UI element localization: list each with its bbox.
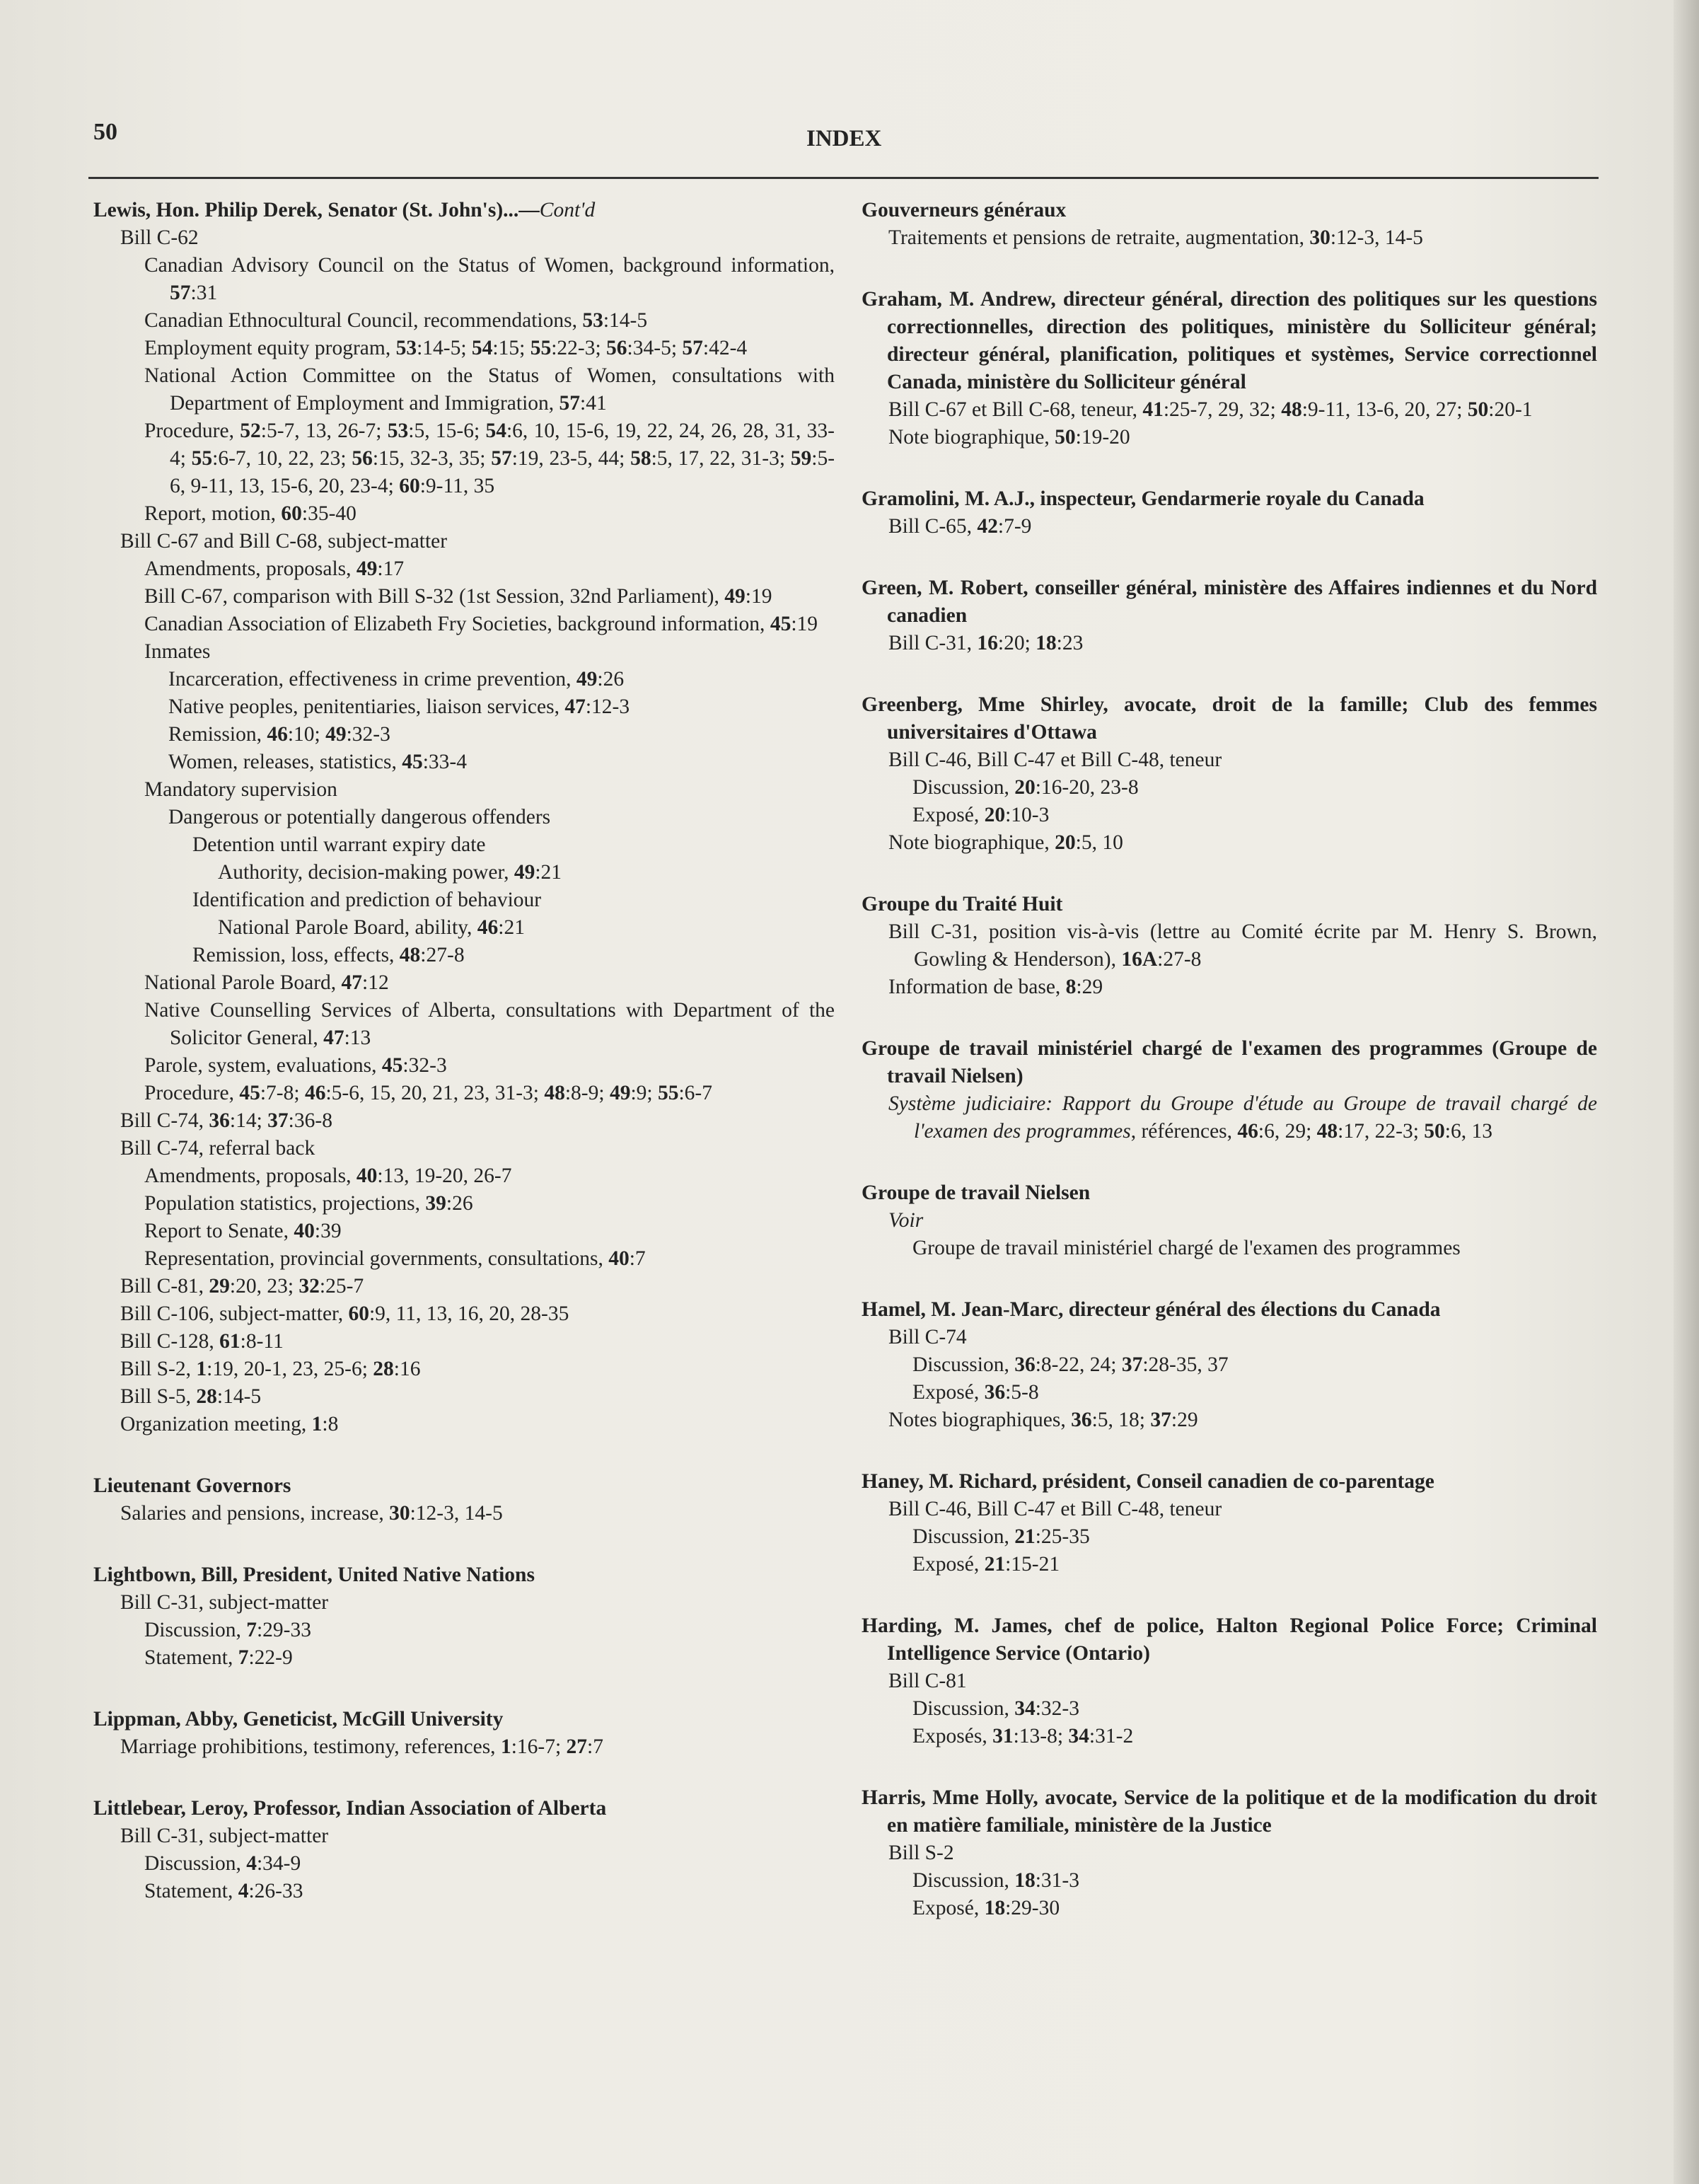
index-entry [862,286,1597,451]
index-subentry: Parole, system, evaluations, 45:32-3 [144,1054,447,1077]
index-heading: Green, M. Robert, conseiller général, ministère des Affaires indiennes et du Nord canadien [862,577,1597,627]
index-entry [93,197,835,1438]
index-entry [862,1035,1597,1145]
index-entry [862,574,1597,657]
index-subentry: Bill C-46, Bill C-47 et Bill C-48, teneur [888,749,1222,771]
index-subentry: Information de base, 8:29 [888,976,1103,998]
index-subentry: Bill S-5, 28:14-5 [120,1385,262,1408]
index-heading: Groupe de travail Nielsen [862,1181,1091,1204]
index-entry [862,197,1597,252]
header-rule [88,177,1599,179]
index-subentry: Bill C-67 and Bill C-68, subject-matter [120,530,448,553]
index-subentry: Bill C-81 [888,1670,967,1692]
index-subentry: Bill C-65, 42:7-9 [888,515,1032,538]
index-subentry: Discussion, 18:31-3 [912,1869,1080,1892]
index-heading: Littlebear, Leroy, Professor, Indian Association of Alberta [93,1797,607,1820]
index-subentry: Canadian Ethnocultural Council, recommendations, 53:14-5 [144,309,648,332]
book-spine-shadow [1674,0,1699,2184]
index-entry [862,891,1597,1001]
index-subentry: Note biographique, 20:5, 10 [888,831,1123,854]
index-entry [93,1795,835,1905]
index-subentry: Bill C-31, subject-matter [120,1825,329,1847]
index-subentry: Bill C-46, Bill C-47 et Bill C-48, teneur [888,1498,1222,1520]
index-subentry: National Action Committee on the Status of Women, consultations with Department of Employment and Immigration, 57:41 [144,364,835,415]
index-entry [862,1784,1597,1922]
index-subentry: Statement, 7:22-9 [144,1646,293,1669]
index-entry [862,1612,1597,1750]
index-heading: Groupe du Traité Huit [862,893,1063,915]
index-subentry: Procedure, 45:7-8; 46:5-6, 15, 20, 21, 23, 31-3; 48:8-9; 49:9; 55:6-7 [144,1082,713,1104]
index-subentry: Detention until warrant expiry date [192,833,486,856]
index-entry [862,1468,1597,1578]
index-subentry: Native peoples, penitentiaries, liaison services, 47:12-3 [168,695,630,718]
index-subentry: Native Counselling Services of Alberta, consultations with Department of the Solicitor General, 47:13 [144,999,835,1049]
index-subentry: Population statistics, projections, 39:26 [144,1192,473,1215]
index-subentry: Salaries and pensions, increase, 30:12-3, 14-5 [120,1502,503,1525]
index-subentry: Authority, decision-making power, 49:21 [218,861,562,884]
index-subentry: Bill C-67, comparison with Bill S-32 (1st Session, 32nd Parliament), 49:19 [144,585,772,608]
page-number: 50 [93,119,117,145]
index-subentry: Mandatory supervision [144,778,337,801]
index-subentry: Système judiciaire: Rapport du Groupe d'étude au Groupe de travail chargé de l'examen des programmes, références, 46:6, 29; 48:17, 22-3; 50:6, 13 [888,1092,1597,1143]
index-subentry: Bill S-2, 1:19, 20-1, 23, 25-6; 28:16 [120,1358,421,1380]
index-subentry: Groupe de travail ministériel chargé de l'examen des programmes [912,1237,1461,1259]
index-subentry: Bill S-2 [888,1842,954,1864]
index-subentry: Bill C-106, subject-matter, 60:9, 11, 13, 16, 20, 28-35 [120,1302,569,1325]
index-subentry: Bill C-74 [888,1326,967,1348]
index-entry [862,1296,1597,1434]
index-subentry: Dangerous or potentially dangerous offenders [168,806,551,828]
index-subentry: Discussion, 21:25-35 [912,1525,1090,1548]
index-subentry: Discussion, 34:32-3 [912,1697,1080,1720]
index-subentry: Procedure, 52:5-7, 13, 26-7; 53:5, 15-6; 54:6, 10, 15-6, 19, 22, 24, 26, 28, 31, 33-4; 55:6-7, 10, 22, 23; 56:15, 32-3, 35; 57:19, 23-5, 44; 58:5, 17, 22, 31-3; 59:5-6, 9-11, 13, 15-6, 20, 23-4; 60:9-11, 35 [144,420,835,497]
index-subentry: Notes biographiques, 36:5, 18; 37:29 [888,1409,1198,1431]
index-subentry: National Parole Board, ability, 46:21 [218,916,525,939]
index-subentry: Exposé, 36:5-8 [912,1381,1039,1404]
index-heading: Greenberg, Mme Shirley, avocate, droit de la famille; Club des femmes universitaires d'Ottawa [862,693,1597,744]
index-subentry: Employment equity program, 53:14-5; 54:15; 55:22-3; 56:34-5; 57:42-4 [144,337,748,359]
index-subentry: Exposés, 31:13-8; 34:31-2 [912,1725,1134,1747]
index-subentry: Bill C-31, position vis-à-vis (lettre au Comité écrite par M. Henry S. Brown, Gowling & Henderson), 16A:27-8 [888,920,1597,971]
index-heading: Lightbown, Bill, President, United Native Nations [93,1564,535,1586]
index-subentry: Report, motion, 60:35-40 [144,502,356,525]
index-subentry: Bill C-31, subject-matter [120,1591,329,1614]
index-subentry: Remission, loss, effects, 48:27-8 [192,944,465,966]
index-subentry: Exposé, 20:10-3 [912,804,1050,826]
index-subentry: Discussion, 20:16-20, 23-8 [912,776,1139,799]
index-subentry: Statement, 4:26-33 [144,1880,303,1902]
index-entry [862,691,1597,857]
running-head: INDEX [806,126,882,151]
index-subentry: Exposé, 21:15-21 [912,1553,1060,1576]
index-subentry: Discussion, 4:34-9 [144,1852,301,1875]
index-subentry: Exposé, 18:29-30 [912,1897,1060,1919]
index-heading: Groupe de travail ministériel chargé de l'examen des programmes (Groupe de travail Nielsen) [862,1037,1597,1087]
index-entry [93,1561,835,1672]
index-column-left [93,197,835,1939]
index-heading: Lieutenant Governors [93,1474,291,1497]
index-subentry: Canadian Advisory Council on the Status of Women, background information, 57:31 [144,254,835,304]
index-subentry: Marriage prohibitions, testimony, references, 1:16-7; 27:7 [120,1735,603,1758]
index-entry [93,1706,835,1761]
index-entry [93,1472,835,1527]
index-subentry: Incarceration, effectiveness in crime prevention, 49:26 [168,668,625,691]
index-subentry: Bill C-74, 36:14; 37:36-8 [120,1109,332,1132]
index-subentry: Identification and prediction of behaviour [192,889,542,911]
index-heading: Gramolini, M. A.J., inspecteur, Gendarmerie royale du Canada [862,487,1425,510]
index-subentry: Discussion, 7:29-33 [144,1619,312,1641]
index-heading: Harding, M. James, chef de police, Halton Regional Police Force; Criminal Intelligence Service (Ontario) [862,1614,1597,1665]
index-subentry: Bill C-128, 61:8-11 [120,1330,284,1353]
index-subentry: Remission, 46:10; 49:32-3 [168,723,390,746]
index-subentry: Canadian Association of Elizabeth Fry Societies, background information, 45:19 [144,613,818,635]
index-subentry: Organization meeting, 1:8 [120,1413,339,1435]
index-subentry: Voir [888,1209,924,1232]
index-subentry: Discussion, 36:8-22, 24; 37:28-35, 37 [912,1353,1229,1376]
index-subentry: Amendments, proposals, 49:17 [144,557,405,580]
index-entry [862,485,1597,541]
index-heading: Harris, Mme Holly, avocate, Service de la politique et de la modification du droit en matière familiale, ministère de la Justice [862,1786,1597,1837]
index-subentry: Inmates [144,640,211,663]
index-heading: Haney, M. Richard, président, Conseil canadien de co-parentage [862,1470,1434,1493]
index-subentry: National Parole Board, 47:12 [144,971,389,994]
index-subentry: Bill C-62 [120,226,199,249]
index-subentry: Report to Senate, 40:39 [144,1220,342,1242]
index-heading: Gouverneurs généraux [862,199,1067,221]
index-subentry: Women, releases, statistics, 45:33-4 [168,751,468,773]
index-subentry: Representation, provincial governments, consultations, 40:7 [144,1247,646,1270]
index-subentry: Note biographique, 50:19-20 [888,426,1130,449]
index-heading: Hamel, M. Jean-Marc, directeur général des élections du Canada [862,1298,1441,1321]
index-heading: Lewis, Hon. Philip Derek, Senator (St. John's)...—Cont'd [93,199,596,221]
index-heading: Graham, M. Andrew, directeur général, direction des politiques sur les questions correctionnelles, direction des politiques, ministère du Solliciteur général; directeur général, planification, politiques et systèmes, Service correctionnel Canada, ministère du Solliciteur général [862,288,1597,393]
index-subentry: Amendments, proposals, 40:13, 19-20, 26-7 [144,1165,512,1187]
index-column-right [862,197,1597,1956]
index-subentry: Bill C-67 et Bill C-68, teneur, 41:25-7, 29, 32; 48:9-11, 13-6, 20, 27; 50:20-1 [888,398,1533,421]
index-subentry: Traitements et pensions de retraite, augmentation, 30:12-3, 14-5 [888,226,1423,249]
index-heading: Lippman, Abby, Geneticist, McGill University [93,1708,504,1731]
index-entry [862,1179,1597,1262]
index-subentry: Bill C-81, 29:20, 23; 32:25-7 [120,1275,364,1298]
index-subentry: Bill C-31, 16:20; 18:23 [888,632,1084,654]
index-subentry: Bill C-74, referral back [120,1137,315,1160]
